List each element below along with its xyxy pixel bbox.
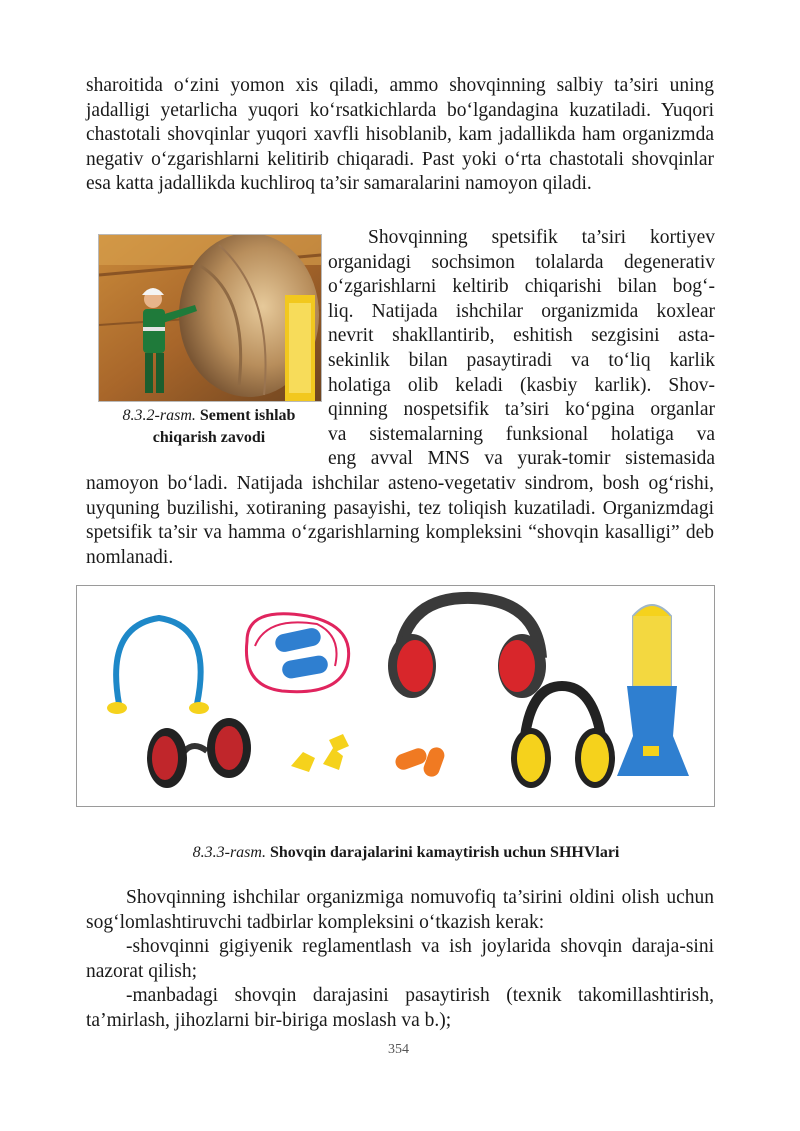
yellow-earplugs-icon [291, 734, 349, 772]
text-line: holatiga olib keladi (kasbiy karlik). Shov- [328, 374, 715, 396]
text-line: o‘zgarishlarni keltirib chiqarishi bilan bog‘- [328, 276, 715, 298]
paragraph-3: Shovqinning ishchilar organizmiga nomuvofiq ta’sirini oldini olish uchun sog‘lomlashtiruvchi tadbirlar kompleksini o‘tkazish kerak: [86, 887, 714, 933]
figure-number: 8.3.2-rasm. [122, 407, 196, 424]
figure-caption-1 [98, 405, 320, 449]
text-line: va sistemalarning funksional holatiga va [328, 423, 715, 445]
paragraph-2-wrapped [328, 226, 715, 472]
earplug-dispenser-icon [617, 605, 689, 776]
corded-earplugs-icon [246, 614, 348, 692]
cement-plant-photo [98, 234, 322, 402]
orange-earplugs-icon [393, 745, 446, 779]
red-earmuffs-icon [388, 598, 546, 698]
text-line: sekinlik bilan pasaytiradi va to‘liq karlik [328, 349, 715, 371]
neckband-earmuffs-icon [147, 718, 251, 788]
text-line: organidagi sochsimon tolalarda degenerativ [328, 251, 715, 273]
text-line: eng avval MNS va yurak-tomir sistemasida [328, 448, 715, 470]
hearing-protection-figure [76, 585, 715, 807]
text-line: nevrit shakllantirib, eshitish sezgisini asta- [328, 325, 715, 347]
text-line: liq. Natijada ishchilar organizmida koxlear [328, 300, 715, 322]
bullet-2: -manbadagi shovqin darajasini pasaytirish (texnik takomillashtirish, ta’mirlash, jihozlarni bir-biriga moslash va b.); [86, 985, 714, 1031]
banded-earplugs-icon [107, 618, 209, 714]
text-line: Shovqinning spetsifik ta’siri kortiyev [368, 227, 715, 248]
text-line: qinning nospetsifik ta’siri ko‘pgina organlar [328, 399, 715, 421]
bullet-1: -shovqinni gigiyenik reglamentlash va ish joylarida shovqin daraja-sini nazorat qilish; [86, 936, 714, 982]
figure-caption-2 [76, 842, 736, 864]
figure-number: 8.3.3-rasm. [192, 844, 266, 861]
figure-title: Sement ishlab chiqarish zavodi [152, 407, 296, 446]
yellow-earmuffs-icon [511, 686, 615, 788]
paragraph-1: sharoitida o‘zini yomon xis qiladi, ammo shovqinning salbiy ta’siri uning jadalligi yetarlicha yuqori ko‘rsatkichlarda bo‘lgandagina kuzatiladi. Yuqori chastotali shovqinlar yuqori xavfli hisoblanib, kam jadallikda ham organizmda negativ o‘zgarishlarni kelitirib chiqaradi. Past yoki o‘rta chastotali shovqinlar esa katta jadallikda kuchliroq ta’sir samaralarini namoyon qiladi. [86, 75, 714, 195]
figure-title: Shovqin darajalarini kamaytirish uchun SHHVlari [269, 844, 620, 861]
page-number: 354 [388, 1042, 409, 1057]
paragraph-2-tail: namoyon bo‘ladi. Natijada ishchilar asteno-vegetativ sindrom, bosh og‘rishi, uyquning buzilishi, xotiraning pasayishi, tez toliqish kuzatiladi. Organizmdagi spetsifik ta’sir va hamma o‘zgarishlarning kompleksini “shovqin kasalligi” deb nomlanadi. [86, 473, 714, 568]
